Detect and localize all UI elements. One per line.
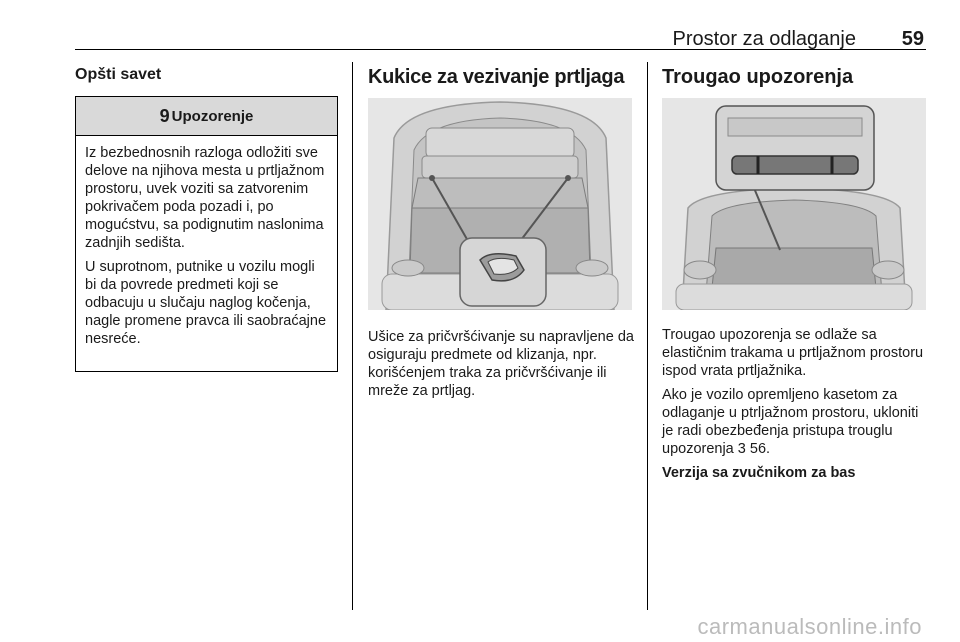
trunk-tie-down-hooks-illustration — [368, 98, 632, 310]
column-divider — [352, 62, 353, 610]
section-title-opsti-savet: Opšti savet — [75, 66, 162, 83]
trougao-paragraph-text: Ako je vozilo opremljeno kasetom za odlaganje u ptrljažnom prostoru, ukloniti je radi obezbeđenja pristupa trouglu upozorenja — [662, 387, 919, 457]
subheading-bas-speaker: Verzija sa zvučnikom za bas — [662, 465, 856, 481]
trougao-paragraph — [662, 386, 932, 458]
kukice-body-text: Ušice za pričvršćivanje su napravljene da osiguraju predmete od klizanja, npr. korišćenjem traka za pričvršćivanje ili mreže za prtljag. — [368, 329, 634, 399]
column-divider — [647, 62, 648, 610]
page-header — [75, 26, 926, 50]
warning-triangle-icon: 9 — [159, 105, 170, 126]
section-title-trougao: Trougao upozorenja — [662, 66, 854, 88]
watermark: carmanualsonline.info — [697, 614, 922, 639]
warning-paragraph: U suprotnom, putnike u vozilu mogli bi da povrede predmeti koji se odbacuju u slučaju naglog kočenja, nagle promene pravca ili saobraćajne nesreće. — [85, 259, 327, 347]
warning-heading-label: Upozorenje — [171, 107, 254, 125]
warning-heading — [76, 97, 337, 136]
warning-paragraph: Iz bezbednosnih razloga odložiti sve delove na njihova mesta u prtljažnom prostoru, uvek voziti sa zatvorenim pokrivačem poda pozadi i, po mogućstvu, sa podignutim naslonima zadnjih sedišta. — [85, 145, 325, 251]
trougao-paragraph: Trougao upozorenja se odlaže sa elastičnim trakama u prtljažnom prostoru ispod vrata prtljažnika. — [662, 327, 924, 379]
header-title: Prostor za odlaganje — [672, 28, 856, 50]
section-title-kukice: Kukice za vezivanje prtljaga — [368, 66, 625, 88]
page-ref-icon: 3 — [737, 441, 746, 457]
warning-box — [75, 96, 338, 372]
warning-body — [76, 136, 337, 362]
trougao-body-text — [662, 326, 932, 488]
page-ref-link[interactable]: 56. — [749, 441, 771, 457]
page-number: 59 — [901, 28, 924, 50]
warning-triangle-storage-illustration — [662, 98, 926, 310]
